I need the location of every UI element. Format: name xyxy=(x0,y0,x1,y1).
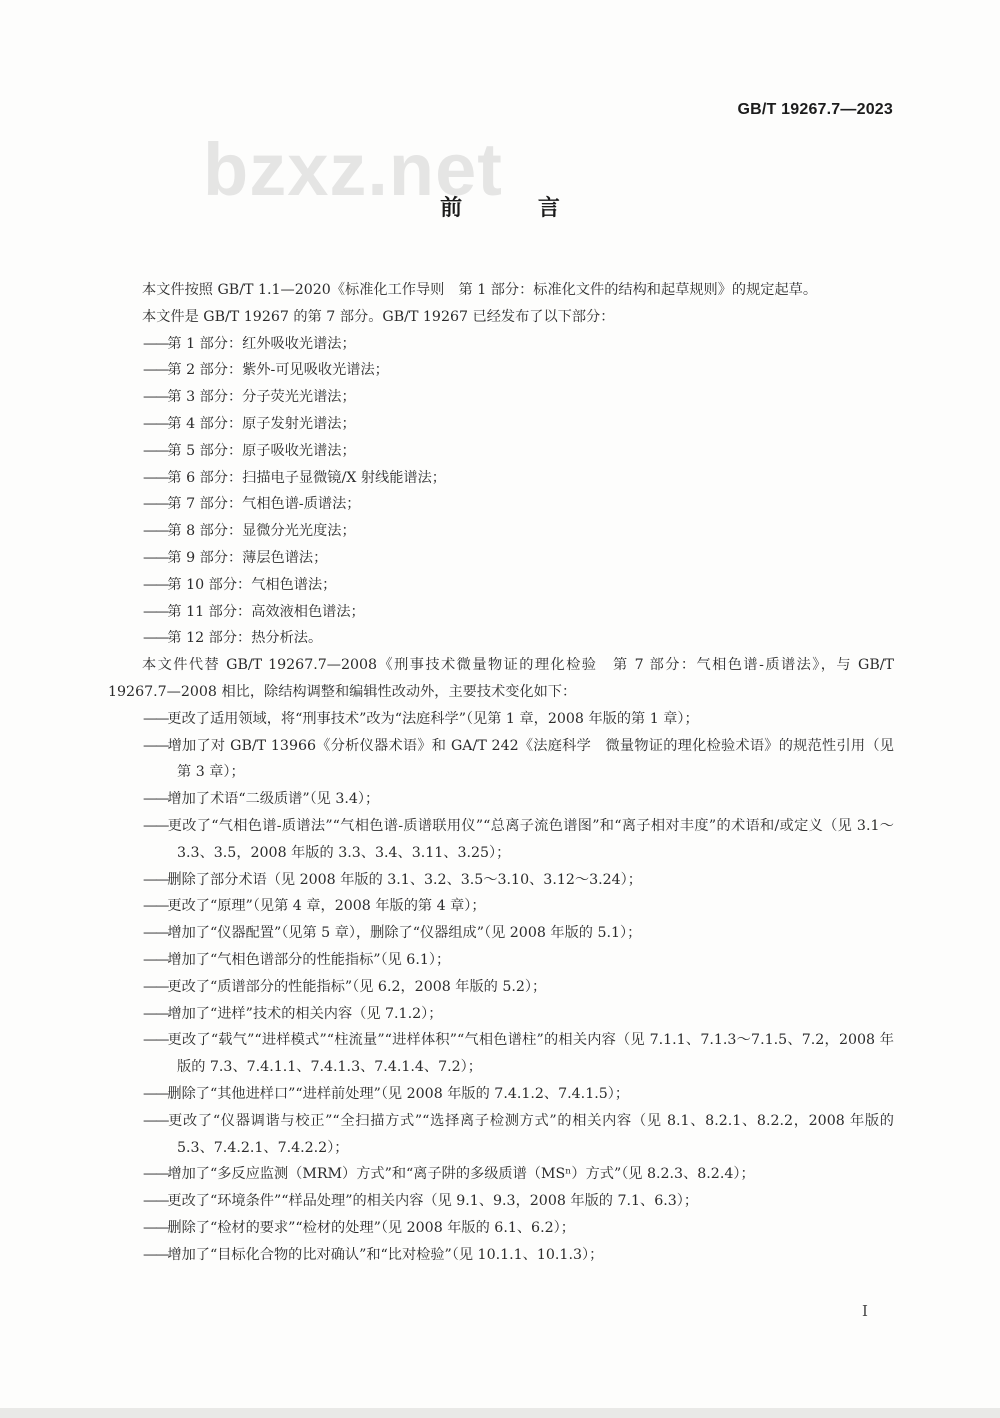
list-item: ——更改了“载气”“进样模式”“柱流量”“进样体积”“气相色谱柱”的相关内容（见 7.1.1、7.1.3～7.1.5、7.2，2008 年版的 7.3、7.4.1.1、7.4.1.3、7.4.1.4、7.2）； xyxy=(143,1032,894,1076)
list-item: ——第 1 部分：红外吸收光谱法； xyxy=(143,335,356,352)
list-item: ——删除了部分术语（见 2008 年版的 3.1、3.2、3.5～3.10、3.12～3.24）； xyxy=(143,871,642,888)
list-dash: —— xyxy=(143,496,168,513)
list-item: ——第 9 部分：薄层色谱法； xyxy=(143,549,328,566)
page-bottom-edge xyxy=(0,1408,1000,1418)
list-dash: —— xyxy=(143,1193,168,1210)
list-item: ——第 4 部分：原子发射光谱法； xyxy=(143,415,356,432)
list-dash: —— xyxy=(143,951,168,968)
list-dash: —— xyxy=(143,469,168,486)
list-item: ——第 11 部分：高效液相色谱法； xyxy=(143,603,365,620)
paragraph-drafting-rules: 本文件按照 GB/T 1.1—2020《标准化工作导则 第 1 部分：标准化文件的结构和起草规则》的规定起草。 xyxy=(142,282,818,298)
list-item: ——更改了“质谱部分的性能指标”（见 6.2，2008 年版的 5.2）； xyxy=(143,978,547,995)
list-dash: —— xyxy=(143,1085,168,1102)
list-item: ——增加了术语“二级质谱”（见 3.4）； xyxy=(143,791,380,808)
list-item: ——增加了“气相色谱部分的性能指标”（见 6.1）； xyxy=(143,951,451,968)
list-item: ——增加了“仪器配置”（见第 5 章），删除了“仪器组成”（见 2008 年版的 5.1）； xyxy=(143,925,642,942)
watermark: bzxz.net xyxy=(203,128,503,211)
list-item: ——更改了“环境条件”“样品处理”的相关内容（见 9.1、9.3，2008 年版的 7.1、6.3）； xyxy=(143,1193,699,1210)
list-dash: —— xyxy=(143,1246,168,1263)
list-item: ——第 12 部分：热分析法。 xyxy=(143,630,323,647)
changes-list xyxy=(108,706,894,1269)
list-item: ——增加了对 GB/T 13966《分析仪器术语》和 GA/T 242《法庭科学 微量物证的理化检验术语》的规范性引用（见第 3 章）； xyxy=(143,737,894,781)
page-number: I xyxy=(862,1302,868,1320)
list-dash: —— xyxy=(143,362,168,379)
list-item: ——第 5 部分：原子吸收光谱法； xyxy=(143,442,356,459)
parts-list xyxy=(108,331,894,653)
list-dash: —— xyxy=(143,335,168,352)
list-item: ——第 10 部分：气相色谱法； xyxy=(143,576,337,593)
list-dash: —— xyxy=(143,603,168,620)
foreword-body xyxy=(108,277,894,1268)
list-dash: —— xyxy=(143,925,168,942)
list-item: ——更改了“原理”（见第 4 章，2008 年版的第 4 章）； xyxy=(143,898,486,915)
page-title: 前 言 xyxy=(440,196,594,221)
list-item: ——删除了“其他进样口”“进样前处理”（见 2008 年版的 7.4.1.2、7.4.1.5）； xyxy=(143,1085,630,1102)
standard-code: GB/T 19267.7—2023 xyxy=(737,101,893,118)
list-item: ——第 3 部分：分子荧光光谱法； xyxy=(143,389,356,406)
list-item: ——更改了“气相色谱-质谱法”“气相色谱-质谱联用仪”“总离子流色谱图”和“离子相对丰度”的术语和/或定义（见 3.1～3.3、3.5，2008 年版的 3.3、3.4、3.11、3.25）； xyxy=(143,817,894,861)
list-dash: —— xyxy=(143,1032,168,1049)
list-dash: —— xyxy=(143,898,168,915)
paragraph-replacement: 本文件代替 GB/T 19267.7—2008《刑事技术微量物证的理化检验 第 7 部分：气相色谱-质谱法》，与 GB/T 19267.7—2008 相比，除结构调整和编辑性改动外，主要技术变化如下： xyxy=(108,657,894,700)
list-dash: —— xyxy=(143,1005,168,1022)
list-dash: —— xyxy=(143,791,168,808)
list-dash: —— xyxy=(143,710,168,727)
list-dash: —— xyxy=(143,978,168,995)
list-item: ——更改了“仪器调谐与校正”“全扫描方式”“选择离子检测方式”的相关内容（见 8.1、8.2.1、8.2.2，2008 年版的 5.3、7.4.2.1、7.4.2.2）； xyxy=(143,1112,894,1156)
list-dash: —— xyxy=(143,415,168,432)
list-item: ——更改了适用领域，将“刑事技术”改为“法庭科学”（见第 1 章，2008 年版的第 1 章）； xyxy=(143,710,699,727)
list-item: ——第 2 部分：紫外-可见吸收光谱法； xyxy=(143,362,389,379)
list-item: ——增加了“目标化合物的比对确认”和“比对检验”（见 10.1.1、10.1.3）； xyxy=(143,1246,604,1263)
list-item: ——删除了“检材的要求”“检材的处理”（见 2008 年版的 6.1、6.2）； xyxy=(143,1219,575,1236)
list-dash: —— xyxy=(143,442,168,459)
paragraph-series-intro: 本文件是 GB/T 19267 的第 7 部分。GB/T 19267 已经发布了以下部分： xyxy=(142,308,615,325)
list-dash: —— xyxy=(143,1219,168,1236)
list-dash: —— xyxy=(143,523,168,540)
list-dash: —— xyxy=(143,871,168,888)
list-dash: —— xyxy=(143,389,168,406)
list-item: ——第 8 部分：显微分光光度法； xyxy=(143,523,356,540)
list-item: ——增加了“多反应监测（MRM）方式”和“离子阱的多级质谱（MSⁿ）方式”（见 8.2.3、8.2.4）； xyxy=(143,1166,755,1183)
list-dash: —— xyxy=(143,549,168,566)
list-dash: —— xyxy=(143,817,168,834)
list-dash: —— xyxy=(143,630,168,647)
list-dash: —— xyxy=(143,576,168,593)
list-item: ——第 7 部分：气相色谱-质谱法； xyxy=(143,496,361,513)
list-item: ——增加了“进样”技术的相关内容（见 7.1.2）； xyxy=(143,1005,443,1022)
list-dash: —— xyxy=(143,1166,168,1183)
list-item: ——第 6 部分：扫描电子显微镜/X 射线能谱法； xyxy=(143,469,446,486)
list-dash: —— xyxy=(143,737,168,754)
list-dash: —— xyxy=(143,1112,168,1129)
